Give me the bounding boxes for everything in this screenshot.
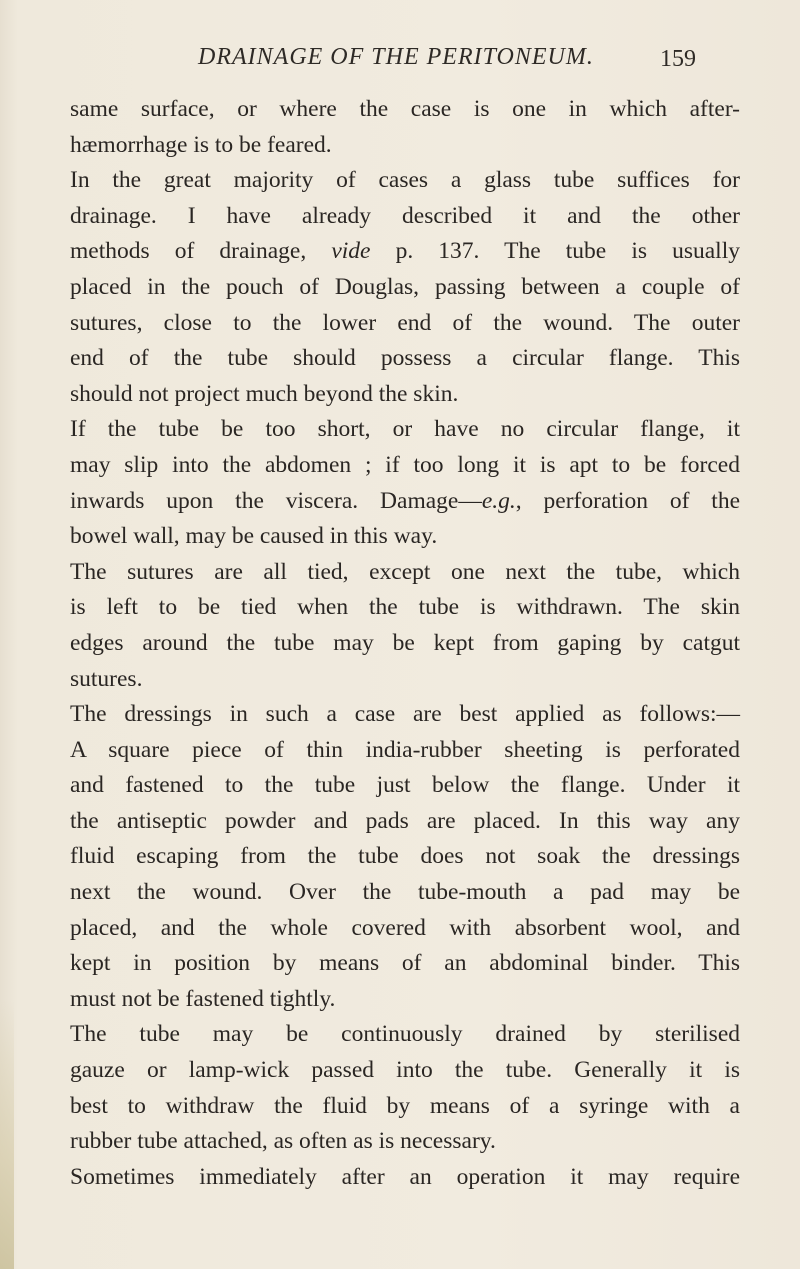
text-line: must not be fastened tightly. — [70, 985, 336, 1012]
text-line: placed in the pouch of Douglas, passing between a couple of — [70, 273, 740, 300]
text-line: placed, and the whole covered with absorbent wool, and — [70, 914, 740, 941]
text-line: rubber tube attached, as often as is necessary. — [70, 1128, 496, 1155]
running-title: DRAINAGE OF THE PERITONEUM. — [198, 44, 594, 70]
text-line: hæmorrhage is to be feared. — [70, 131, 332, 158]
text-line: same surface, or where the case is one in which after- — [70, 96, 740, 122]
text-line: sutures, close to the lower end of the wound. The outer — [70, 309, 740, 336]
text-line: drainage. I have already described it and the other — [70, 202, 740, 229]
text-line: Sometimes immediately after an operation it may require — [70, 1163, 740, 1190]
text-line: bowel wall, may be caused in this way. — [70, 523, 438, 550]
text-line: gauze or lamp-wick passed into the tube. Generally it is — [70, 1057, 740, 1084]
text-line: The tube may be continuously drained by sterilised — [70, 1021, 740, 1048]
text-line: The sutures are all tied, except one next the tube, which — [70, 558, 740, 585]
text-line: fluid escaping from the tube does not soak the dressings — [70, 843, 740, 870]
text-line: should not project much beyond the skin. — [70, 380, 459, 407]
page-number: 159 — [660, 46, 696, 72]
text-line: inwards upon the viscera. Damage—e.g., perforation of the — [70, 487, 740, 514]
text-line: methods of drainage, vide p. 137. The tube is usually — [70, 238, 740, 265]
text-line: end of the tube should possess a circular flange. This — [70, 345, 740, 372]
text-line: is left to be tied when the tube is withdrawn. The skin — [70, 594, 740, 621]
text-line: A square piece of thin india-rubber sheeting is perforated — [70, 736, 740, 763]
body-text — [70, 92, 740, 1195]
text-line: the antiseptic powder and pads are placed. In this way any — [70, 807, 740, 834]
text-line: kept in position by means of an abdominal binder. This — [70, 950, 740, 977]
running-head — [0, 44, 800, 76]
page-edge-shading — [0, 1000, 14, 1269]
text-line: The dressings in such a case are best applied as follows:— — [70, 701, 740, 728]
text-line: If the tube be too short, or have no circular flange, it — [70, 416, 740, 443]
text-line: In the great majority of cases a glass tube suffices for — [70, 167, 740, 194]
text-line: edges around the tube may be kept from gaping by catgut — [70, 629, 740, 656]
text-line: and fastened to the tube just below the flange. Under it — [70, 772, 740, 799]
text-line: best to withdraw the fluid by means of a syringe with a — [70, 1092, 740, 1119]
text-line: sutures. — [70, 665, 143, 692]
text-line: next the wound. Over the tube-mouth a pad may be — [70, 879, 740, 906]
text-line: may slip into the abdomen ; if too long it is apt to be forced — [70, 451, 740, 478]
